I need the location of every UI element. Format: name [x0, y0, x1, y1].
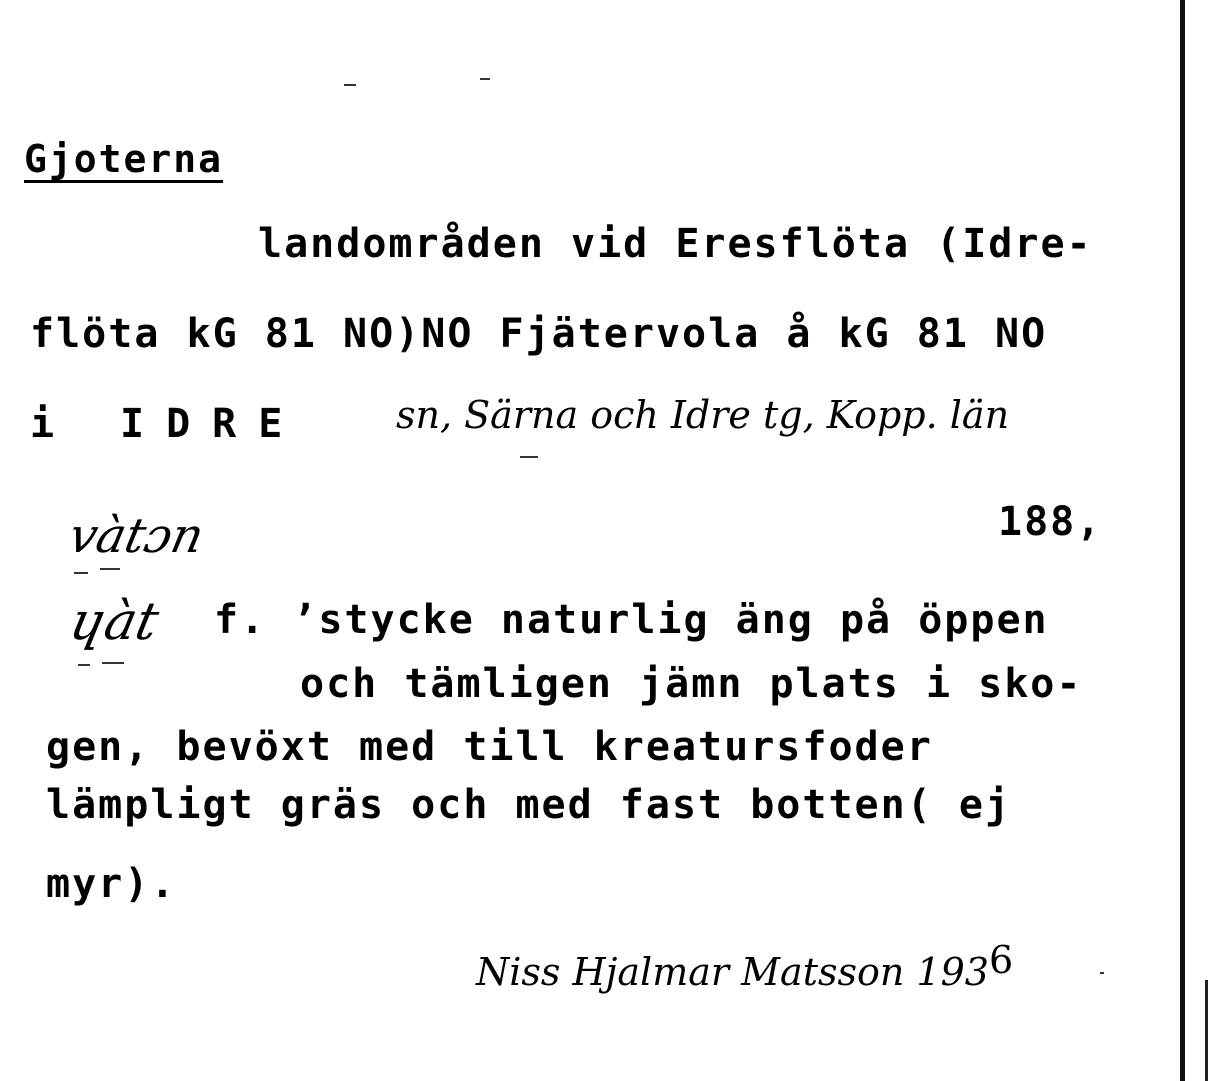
- handwritten-pronunciation: vàtɔn: [64, 508, 209, 564]
- card-edge-line-secondary: [1205, 980, 1208, 1081]
- definition-line-8: lämpligt gräs och med fast botten( ej: [46, 782, 1012, 828]
- definition-line-9: myr).: [46, 861, 177, 907]
- definition-line-7: gen, bevöxt med till kreatursfoder: [46, 724, 933, 770]
- parish-name: IDRE: [120, 401, 305, 447]
- signature-text: Niss Hjalmar Matsson 193: [476, 950, 989, 994]
- handwritten-pronunciation-2: ɥàt: [65, 592, 164, 652]
- signature: [476, 938, 1014, 994]
- signature-year-digit: 6: [988, 938, 1014, 982]
- definition-line-6: och tämligen jämn plats i sko-: [300, 661, 1083, 707]
- headword: Gjoterna: [24, 137, 224, 181]
- parish-district: sn, Särna och Idre tg, Kopp. län: [396, 393, 1010, 437]
- card-edge-line: [1180, 0, 1185, 1081]
- year-number: 188,: [998, 499, 1103, 545]
- definition-line-2: flöta kG 81 NO)NO Fjätervola å kG 81 NO: [30, 311, 1048, 357]
- definition-line-5: f. ʼstycke naturlig äng på öppen: [214, 597, 1049, 643]
- definition-line-1: landområden vid Eresflöta (Idre-: [258, 221, 1093, 267]
- preposition-text: i: [30, 401, 57, 447]
